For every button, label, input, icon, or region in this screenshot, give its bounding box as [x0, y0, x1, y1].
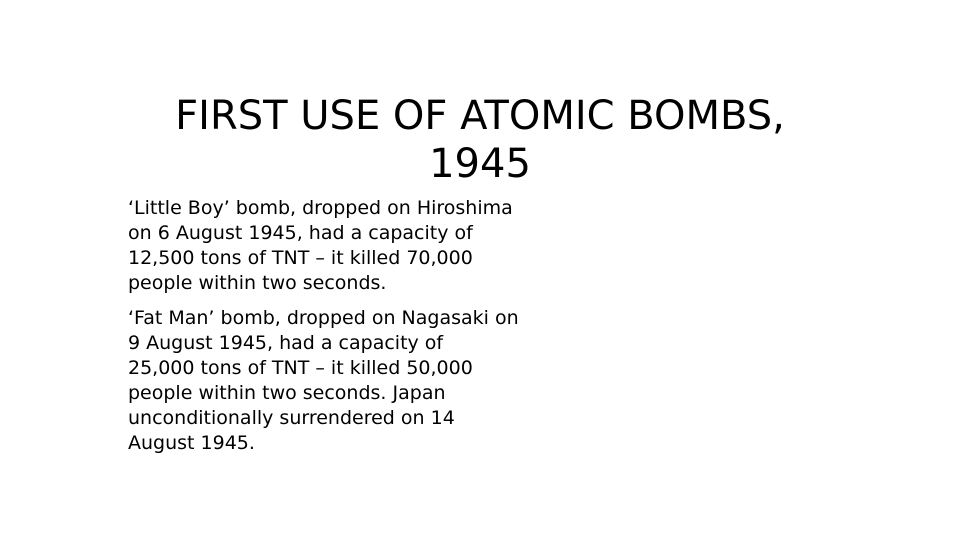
paragraph-line: people within two seconds. Japan: [128, 382, 446, 404]
paragraph-line: 12,500 tons of TNT – it killed 70,000: [128, 247, 473, 269]
slide-title-line: 1945: [429, 141, 531, 187]
slide-title: [110, 92, 850, 188]
slide-body: [128, 196, 598, 466]
paragraph-line: ‘Little Boy’ bomb, dropped on Hiroshima: [128, 197, 513, 219]
paragraph-line: ‘Fat Man’ bomb, dropped on Nagasaki on: [128, 307, 519, 329]
paragraph-fat-man: [128, 306, 598, 456]
paragraph-line: August 1945.: [128, 432, 255, 454]
paragraph-line: 25,000 tons of TNT – it killed 50,000: [128, 357, 473, 379]
slide-title-line: FIRST USE OF ATOMIC BOMBS,: [175, 93, 785, 139]
paragraph-line: people within two seconds.: [128, 272, 387, 294]
paragraph-line: on 6 August 1945, had a capacity of: [128, 222, 473, 244]
paragraph-line: unconditionally surrendered on 14: [128, 407, 455, 429]
paragraph-little-boy: [128, 196, 598, 296]
paragraph-line: 9 August 1945, had a capacity of: [128, 332, 444, 354]
